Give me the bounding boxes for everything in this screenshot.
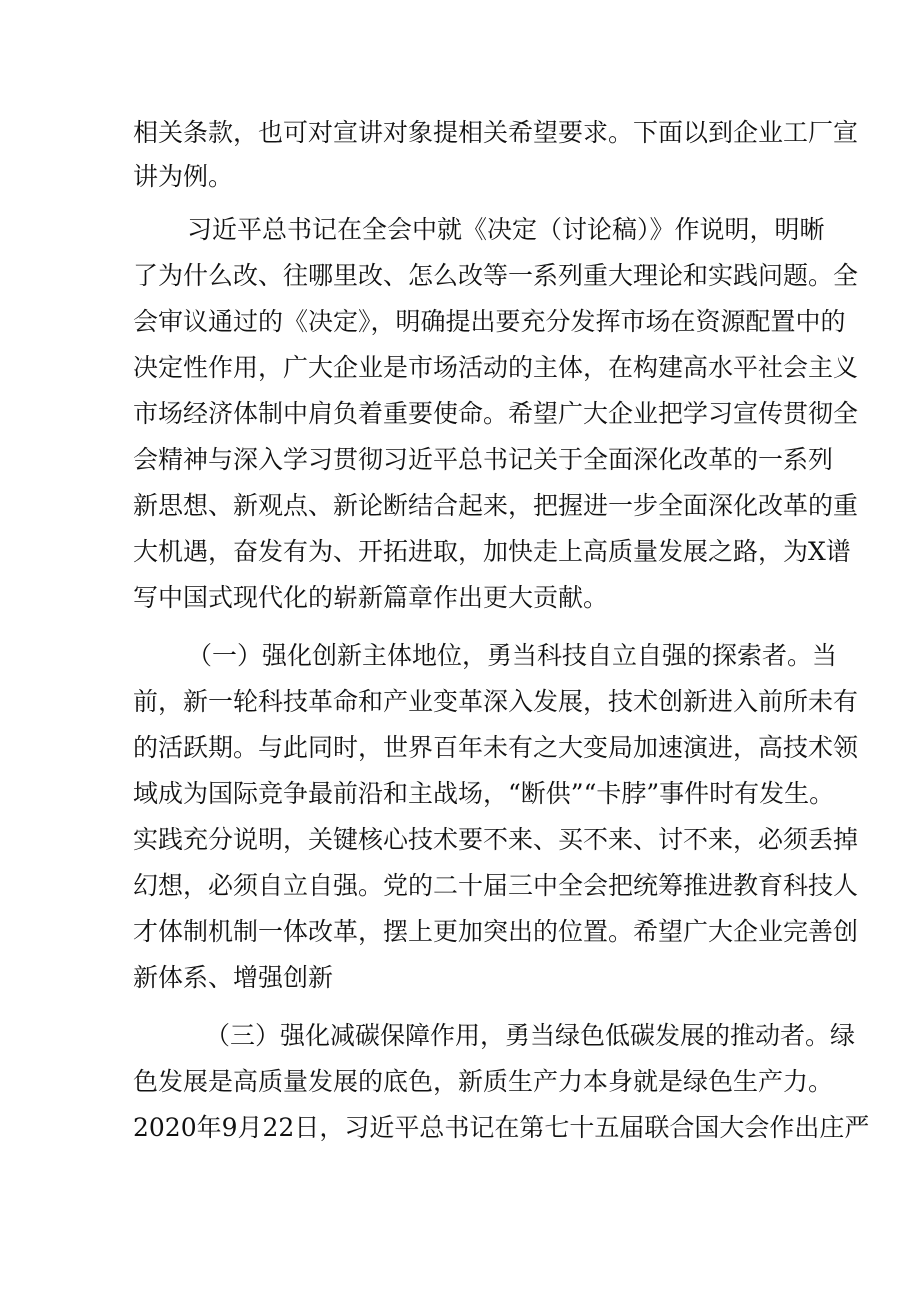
text-line: 色发展是高质量发展的底色，新质生产力本身就是绿色生产力。 (133, 1067, 834, 1096)
text-line: 2020年9月22日，习近平总书记在第七十五届联合国大会作出庄严 (133, 1113, 870, 1142)
text-line: 才体制机制一体改革，摆上更加突出的位置。希望广大企业完善创 (133, 917, 859, 946)
text-line: 实践充分说明，关键核心技术要不来、买不来、讨不来，必须丢掉 (133, 825, 859, 854)
text-line: 幻想，必须自立自强。党的二十届三中全会把统筹推进教育科技人 (133, 871, 859, 900)
text-line: 大机遇，奋发有为、开拓进取，加快走上高质量发展之路，为X谱 (133, 537, 851, 566)
text-line: 的活跃期。与此同时，世界百年未有之大变局加速演进，高技术领 (133, 733, 859, 762)
text-line: 新思想、新观点、新论断结合起来，把握进一步全面深化改革的重 (133, 491, 859, 520)
text-line: 新体系、增强创新 (133, 963, 334, 992)
text-line: 市场经济体制中肩负着重要使命。希望广大企业把学习宣传贯彻全 (133, 399, 859, 428)
text-line: 决定性作用，广大企业是市场活动的主体，在构建高水平社会主义 (133, 353, 859, 382)
text-line: （三）强化减碳保障作用，勇当绿色低碳发展的推动者。绿 (205, 1021, 856, 1050)
text-line: 写中国式现代化的崭新篇章作出更大贡献。 (133, 583, 609, 612)
text-line: 讲为例。 (133, 162, 234, 191)
text-line: （一）强化创新主体地位，勇当科技自立自强的探索者。当 (187, 641, 838, 670)
text-line: 了为什么改、往哪里改、怎么改等一系列重大理论和实践问题。全 (133, 261, 859, 290)
text-line: 域成为国际竞争最前沿和主战场，“断供”“卡脖”事件时有发生。 (133, 779, 835, 808)
text-line: 前，新一轮科技革命和产业变革深入发展，技术创新进入前所未有 (133, 687, 859, 716)
text-line: 习近平总书记在全会中就《决定（讨论稿）》作说明，明晰 (187, 215, 825, 244)
text-line: 会精神与深入学习贯彻习近平总书记关于全面深化改革的一系列 (133, 445, 834, 474)
text-line: 相关条款，也可对宣讲对象提相关希望要求。下面以到企业工厂宣 (133, 118, 859, 147)
text-line: 会审议通过的《决定》，明确提出要充分发挥市场在资源配置中的 (133, 307, 846, 336)
